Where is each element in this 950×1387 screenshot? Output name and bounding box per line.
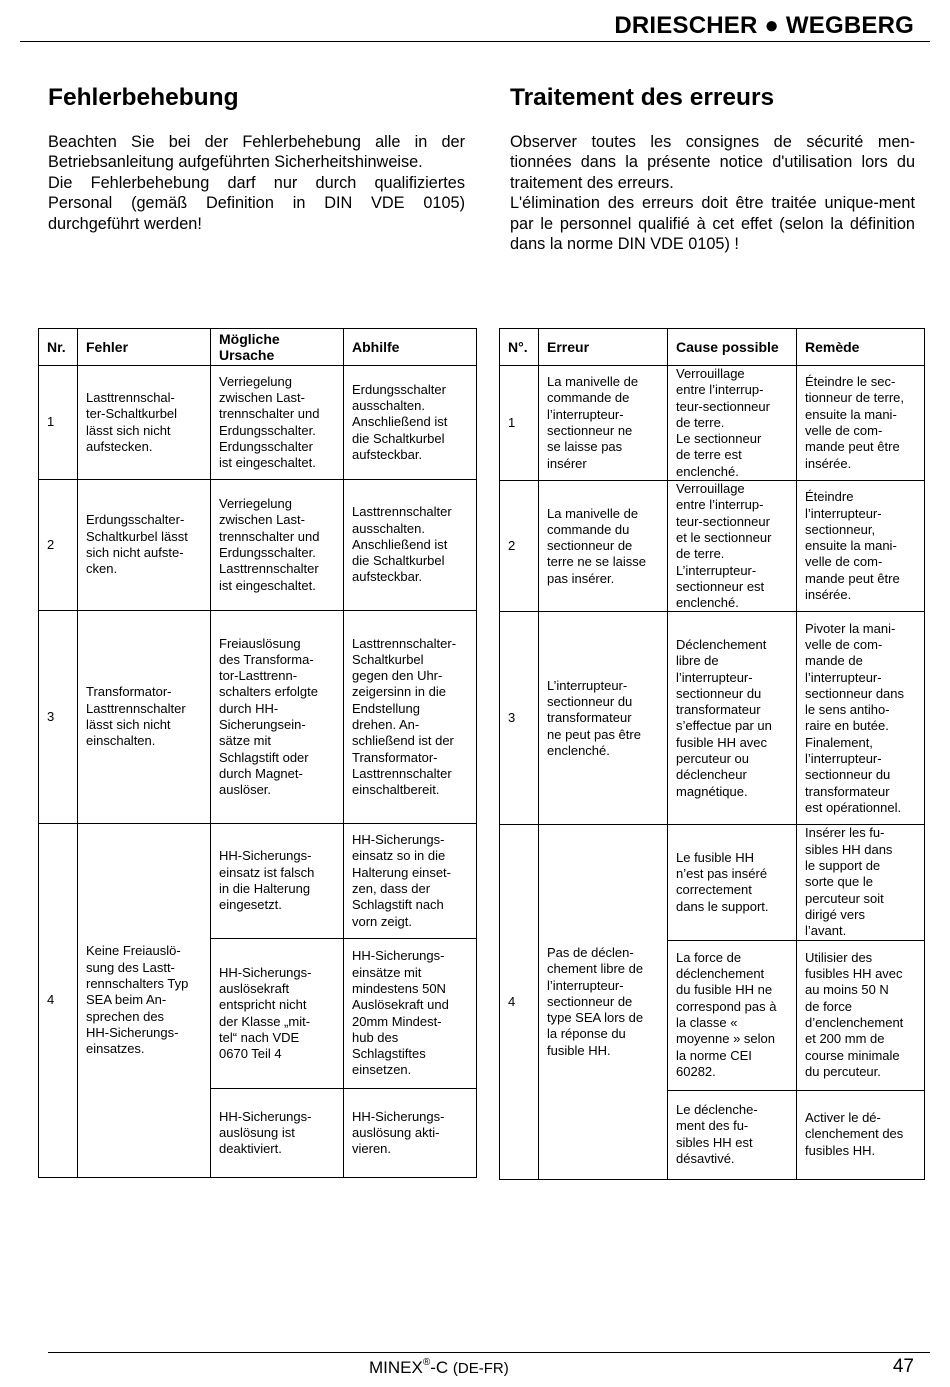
text-line: trennschalter und xyxy=(219,528,320,544)
text-line: La manivelle de xyxy=(547,374,639,390)
text-line: ment des fu- xyxy=(676,1118,749,1134)
text-line: mande de xyxy=(805,653,863,669)
text-line: zeigersinn in die xyxy=(352,684,446,700)
fault-cell xyxy=(539,612,668,825)
text-line: percuteur soit xyxy=(805,890,884,906)
text-line: 2 xyxy=(47,536,55,552)
table-header-row xyxy=(500,329,925,366)
page-number: 47 xyxy=(892,1356,914,1377)
text-line: dirigé vers xyxy=(805,906,865,922)
row-number xyxy=(39,366,78,480)
fault-cell xyxy=(539,481,668,612)
text-line: d’enclenchement xyxy=(805,1015,904,1031)
text-line: transformateur xyxy=(547,710,632,726)
text-line: sätze mit xyxy=(219,733,272,749)
cause-cell xyxy=(211,824,344,939)
text-line: Éteindre le sec- xyxy=(805,374,896,390)
text-line: Utilisier des xyxy=(805,949,873,965)
column-header-cause xyxy=(211,329,344,366)
text-line: Le sectionneur xyxy=(676,431,762,447)
fault-cell xyxy=(539,366,668,481)
remedy-cell xyxy=(344,824,477,939)
text-line: sectionneur, xyxy=(805,521,876,537)
text-line: 0670 Teil 4 xyxy=(219,1046,282,1062)
text-line: insérée. xyxy=(805,587,852,602)
text-line: Le fusible HH xyxy=(676,849,755,865)
text-line: fusible HH avec xyxy=(676,734,768,750)
column-header-nr xyxy=(39,329,78,366)
text-line: Lasttrennschalter xyxy=(219,561,319,577)
cause-cell xyxy=(668,366,797,481)
text-line: enclenché. xyxy=(676,463,739,479)
text-line: l’interrupteur- xyxy=(547,406,624,422)
text-line: Abhilfe xyxy=(352,339,400,355)
text-line: le support de xyxy=(805,858,881,874)
text-line: Lasttrennschalter xyxy=(352,765,452,781)
text-line: transformateur xyxy=(676,702,761,718)
text-line: teur-sectionneur xyxy=(676,513,770,529)
text-line: drehen. An- xyxy=(352,717,420,732)
text-line: vieren. xyxy=(352,1141,392,1157)
text-line: mande peut être xyxy=(805,570,900,586)
table-row xyxy=(500,366,925,481)
text-line: 1 xyxy=(47,414,55,430)
row-number xyxy=(39,611,78,824)
text-line: schalters erfolgte xyxy=(219,684,318,700)
text-line: enclenché. xyxy=(676,595,739,611)
text-line: type SEA lors de xyxy=(547,1010,644,1026)
text-line: einschaltbereit. xyxy=(352,782,440,798)
text-line: sung des Lastt- xyxy=(86,959,175,975)
text-line: terre ne se laisse xyxy=(547,554,646,570)
text-line: Lasttrennschal- xyxy=(86,389,175,405)
table-row xyxy=(500,612,925,825)
remedy-cell xyxy=(344,366,477,480)
text-line: déclenchement xyxy=(676,966,765,982)
text-line: insérée. xyxy=(805,455,852,471)
fault-cell xyxy=(78,480,211,611)
header-rule xyxy=(20,41,930,42)
text-line: insérer xyxy=(547,455,587,471)
text-line: correspond pas à xyxy=(676,998,777,1014)
cause-cell xyxy=(211,939,344,1089)
text-line: durch Magnet- xyxy=(219,765,303,781)
text-line: l’interrupteur- xyxy=(547,977,624,993)
text-line: Verriegelung xyxy=(219,373,292,389)
text-line: entspricht nicht xyxy=(219,997,307,1013)
text-line: Finalement, xyxy=(805,734,873,750)
text-line: du fusible HH ne xyxy=(676,982,773,998)
text-line: Nr. xyxy=(47,339,66,355)
table-row xyxy=(39,480,477,611)
text-line: Sicherungsein- xyxy=(219,717,306,732)
text-line: HH-Sicherungs- xyxy=(219,1108,312,1124)
table-row xyxy=(500,481,925,612)
text-line: velle de com- xyxy=(805,636,883,652)
text-line: 20mm Mindest- xyxy=(352,1013,442,1029)
cause-cell xyxy=(211,480,344,611)
text-line: magnétique. xyxy=(676,783,748,799)
text-line: Le déclenche- xyxy=(676,1101,758,1117)
text-line: lässt sich nicht xyxy=(86,717,171,732)
text-line: libre de xyxy=(676,653,719,669)
text-line: einsatz ist falsch xyxy=(219,864,315,880)
text-line: raire en butée. xyxy=(805,718,889,734)
text-line: sectionneur de xyxy=(547,538,633,554)
text-line: 3 xyxy=(47,708,55,724)
text-line: Insérer les fu- xyxy=(805,825,885,841)
text-line: mindestens 50N xyxy=(352,980,446,996)
text-line: deaktiviert. xyxy=(219,1141,282,1157)
text-line: entre l’interrup- xyxy=(676,497,764,513)
text-line: commande du xyxy=(547,521,630,537)
text-line: ensuite la mani- xyxy=(805,538,897,554)
text-line: fusibles HH. xyxy=(805,1142,876,1158)
text-line: aufstecken. xyxy=(86,438,153,454)
text-line: velle de com- xyxy=(805,554,883,570)
text-line: de terre. xyxy=(676,546,725,562)
text-line: Déclenchement xyxy=(676,636,767,652)
text-line: HH-Sicherungs- xyxy=(86,1024,179,1040)
row-number xyxy=(500,825,539,1179)
remedy-cell xyxy=(797,612,925,825)
text-line: schließend ist der xyxy=(352,733,454,749)
text-line: le sens antiho- xyxy=(805,702,890,718)
text-line: auslösekraft xyxy=(219,980,290,996)
remedy-cell xyxy=(797,1090,925,1179)
footer-document-name xyxy=(369,1358,509,1378)
page-title-fr: Traitement des erreurs xyxy=(510,84,775,111)
fault-cell xyxy=(78,824,211,1178)
text-line: der Klasse „mit- xyxy=(219,1013,311,1029)
text-line: einsätze mit xyxy=(352,964,422,980)
text-line: cken. xyxy=(86,561,118,577)
column-header-remedy xyxy=(344,329,477,366)
text-line: HH-Sicherungs- xyxy=(352,832,445,848)
text-line: Freiauslösung xyxy=(219,635,301,651)
text-line: sectionneur du xyxy=(805,767,891,783)
row-number xyxy=(500,366,539,481)
table-row xyxy=(39,824,477,939)
row-number xyxy=(500,481,539,612)
text-line: Anschließend ist xyxy=(352,536,448,552)
text-line: du percuteur. xyxy=(805,1063,881,1079)
text-line: La manivelle de xyxy=(547,505,639,521)
text-line: correctement xyxy=(676,882,752,898)
text-line: sich nicht aufste- xyxy=(86,545,184,560)
text-line: l’interrupteur- xyxy=(676,669,753,685)
remedy-cell xyxy=(344,611,477,824)
text-line: déclencheur xyxy=(676,767,747,783)
row-number xyxy=(39,824,78,1178)
text-line: sectionneur du xyxy=(676,685,762,701)
text-line: La force de xyxy=(676,949,742,965)
text-line: sectionneur est xyxy=(676,578,765,594)
table-row xyxy=(500,825,925,940)
text-line: ausschalten. xyxy=(352,398,425,414)
text-line: des Transforma- xyxy=(219,651,314,667)
text-line: Cause possible xyxy=(676,339,779,355)
text-line: vorn zeigt. xyxy=(352,913,412,929)
cause-cell xyxy=(668,612,797,825)
text-line: aufsteckbar. xyxy=(352,446,423,462)
fault-cell xyxy=(539,825,668,1179)
cause-cell xyxy=(668,481,797,612)
text-line: fusibles HH avec xyxy=(805,966,903,982)
table-row xyxy=(39,366,477,480)
remedy-cell xyxy=(344,939,477,1089)
text-line: 1 xyxy=(508,414,516,430)
text-line: percuteur ou xyxy=(676,751,749,767)
intro-paragraph: Die Fehlerbehebung darf nur durch qualifiziertes Personal (gemäß Definition in DIN VDE 0105) durchgeführt werden! xyxy=(48,173,465,233)
text-line: sorte que le xyxy=(805,874,873,890)
row-number xyxy=(500,612,539,825)
text-line: HH-Sicherungs- xyxy=(219,964,312,980)
cause-cell xyxy=(211,1089,344,1178)
text-line: Éteindre xyxy=(805,489,854,505)
text-line: est opérationnel. xyxy=(805,799,902,815)
remedy-cell xyxy=(344,1089,477,1178)
text-line: einsatzes. xyxy=(86,1041,145,1057)
text-line: clenchement des xyxy=(805,1126,904,1142)
text-line: la classe « xyxy=(676,1015,738,1031)
text-line: hub des xyxy=(352,1029,399,1045)
text-line: tionneur de terre, xyxy=(805,390,905,406)
text-line: s’effectue par un xyxy=(676,718,772,734)
text-line: Halterung einset- xyxy=(352,864,451,880)
text-line: ne peut pas être xyxy=(547,726,641,742)
text-line: sectionneur de xyxy=(547,993,633,1009)
text-line: la réponse du xyxy=(547,1026,626,1042)
text-line: ist eingeschaltet. xyxy=(219,455,316,471)
column-header-nr xyxy=(500,329,539,366)
text-line: L’interrupteur- xyxy=(676,562,757,578)
remedy-cell xyxy=(344,480,477,611)
text-line: L’interrupteur- xyxy=(547,677,628,693)
row-number xyxy=(39,480,78,611)
text-line: Verriegelung xyxy=(219,496,292,512)
cause-cell xyxy=(211,611,344,824)
text-line: et 200 mm de xyxy=(805,1031,885,1047)
text-line: einsatz so in die xyxy=(352,848,446,864)
intro-paragraph: Observer toutes les consignes de sécurité men-tionnées dans la présente notice d'utilisation lors du traitement des erreurs. xyxy=(510,133,915,192)
text-line: de terre est xyxy=(676,447,742,463)
text-line: 4 xyxy=(508,993,516,1009)
text-line: chement libre de xyxy=(547,961,644,977)
text-line: au moins 50 N xyxy=(805,982,889,998)
text-line: Schaltkurbel xyxy=(352,651,424,667)
text-line: commande de xyxy=(547,390,630,406)
text-line: dans le support. xyxy=(676,898,769,914)
text-line: sibles HH est xyxy=(676,1134,753,1150)
text-line: ter-Schaltkurbel xyxy=(86,406,178,422)
text-line: Schlagstiftes xyxy=(352,1046,426,1062)
text-line: trennschalter und xyxy=(219,406,320,422)
text-line: Erdungsschalter. xyxy=(219,422,316,438)
text-line: auslösung ist xyxy=(219,1124,295,1140)
brand-header: DRIESCHER ● WEGBERG xyxy=(614,12,914,39)
text-line: course minimale xyxy=(805,1047,900,1063)
text-line: 60282. xyxy=(676,1063,716,1079)
text-line: se laisse pas xyxy=(547,439,623,455)
text-line: zwischen Last- xyxy=(219,389,305,405)
text-line: mande peut être xyxy=(805,439,900,455)
text-line: moyenne » selon xyxy=(676,1031,776,1047)
intro-paragraph: Beachten Sie bei der Fehlerbehebung alle in der Betriebsanleitung aufgeführten Sicherheitshinweise. xyxy=(48,133,465,172)
text-line: Erdungsschalter xyxy=(219,438,313,454)
text-line: Erdungsschalter- xyxy=(86,512,185,528)
remedy-cell xyxy=(797,366,925,481)
text-line: Ursache xyxy=(219,347,275,363)
fault-cell xyxy=(78,611,211,824)
text-line: Verrouillage xyxy=(676,481,745,497)
text-line: pas insérer. xyxy=(547,570,615,586)
text-line: 3 xyxy=(508,710,516,726)
text-line: Verrouillage xyxy=(676,366,745,381)
table-row xyxy=(39,611,477,824)
text-line: Keine Freiauslö- xyxy=(86,943,181,959)
column-header-remedy xyxy=(797,329,925,366)
page-title-de: Fehlerbehebung xyxy=(48,84,239,111)
text-line: Schaltkurbel lässt xyxy=(86,528,188,544)
text-line: de terre. xyxy=(676,414,725,430)
remedy-cell xyxy=(797,481,925,612)
text-line: Activer le dé- xyxy=(805,1110,881,1126)
text-line: auslöser. xyxy=(219,782,272,798)
text-line: Remède xyxy=(805,339,860,355)
text-line: Lasttrennschalter xyxy=(86,700,186,716)
text-line: ensuite la mani- xyxy=(805,406,897,422)
text-line: enclenché. xyxy=(547,742,610,758)
column-header-cause xyxy=(668,329,797,366)
text-line: Pas de déclen- xyxy=(547,944,634,960)
text-line: fusible HH. xyxy=(547,1042,611,1058)
text-line: Pivoter la mani- xyxy=(805,620,896,636)
text-line: HH-Sicherungs- xyxy=(352,1108,445,1124)
text-line: die Schaltkurbel xyxy=(352,553,445,569)
text-line: gegen den Uhr- xyxy=(352,668,443,684)
doc-suffix: -C xyxy=(430,1358,449,1377)
text-line: Schlagstift nach xyxy=(352,897,444,913)
text-line: HH-Sicherungs- xyxy=(352,948,445,964)
text-line: l’interrupteur- xyxy=(805,751,882,767)
text-line: in die Halterung xyxy=(219,881,311,896)
text-line: sectionneur du xyxy=(547,694,633,709)
text-line: Transformator- xyxy=(352,749,438,765)
text-line: sectionneur ne xyxy=(547,423,633,439)
fault-cell xyxy=(78,366,211,480)
text-line: tel“ nach VDE xyxy=(219,1029,300,1045)
footer-rule xyxy=(48,1352,930,1353)
text-line: einsetzen. xyxy=(352,1062,412,1078)
text-line: désavtivé. xyxy=(676,1150,735,1166)
intro-paragraph: L'élimination des erreurs doit être traitée unique-ment par le personnel qualifié à cet effet (selon la définition dans la norme DIN VDE 0105) ! xyxy=(510,194,915,254)
column-header-fault xyxy=(539,329,668,366)
text-line: tor-Lasttrenn- xyxy=(219,668,298,684)
text-line: die Schaltkurbel xyxy=(352,430,445,446)
remedy-cell xyxy=(797,940,925,1090)
table-header-row xyxy=(39,329,477,366)
text-line: Endstellung xyxy=(352,700,420,716)
intro-fr xyxy=(510,132,915,254)
text-line: durch HH- xyxy=(219,700,279,716)
cause-cell xyxy=(668,1090,797,1179)
remedy-cell xyxy=(797,825,925,940)
text-line: velle de com- xyxy=(805,423,883,439)
text-line: aufsteckbar. xyxy=(352,569,423,585)
text-line: Lasttrennschalter- xyxy=(352,635,457,651)
text-line: l’interrupteur- xyxy=(805,505,882,521)
text-line: de force xyxy=(805,998,852,1014)
text-line: einschalten. xyxy=(86,733,156,749)
text-line: Lasttrennschalter xyxy=(352,504,452,520)
text-line: Schlagstift oder xyxy=(219,749,309,765)
doc-name: MINEX xyxy=(369,1358,423,1377)
text-line: 2 xyxy=(508,538,516,554)
text-line: l’interrupteur- xyxy=(805,669,882,685)
text-line: et le sectionneur xyxy=(676,529,772,545)
text-line: eingesetzt. xyxy=(219,897,282,913)
text-line: HH-Sicherungs- xyxy=(219,848,312,864)
text-line: sprechen des xyxy=(86,1008,165,1024)
text-line: Anschließend ist xyxy=(352,414,448,430)
text-line: ausschalten. xyxy=(352,520,425,536)
text-line: teur-sectionneur xyxy=(676,398,770,414)
text-line: rennschalters Typ xyxy=(86,976,189,992)
text-line: Mögliche xyxy=(219,331,280,347)
text-line: entre l’interrup- xyxy=(676,382,764,398)
text-line: Fehler xyxy=(86,339,129,355)
cause-cell xyxy=(668,940,797,1090)
text-line: SEA beim An- xyxy=(86,992,167,1008)
text-line: l’avant. xyxy=(805,923,847,939)
text-line: Erreur xyxy=(547,339,590,355)
intro-de xyxy=(48,132,465,234)
text-line: la norme CEI xyxy=(676,1047,752,1063)
text-line: Erdungsschalter. xyxy=(219,545,316,560)
text-line: zen, dass der xyxy=(352,881,431,896)
cause-cell xyxy=(211,366,344,480)
text-line: Erdungsschalter xyxy=(352,381,446,397)
text-line: zwischen Last- xyxy=(219,512,305,528)
text-line: 4 xyxy=(47,992,55,1008)
registered-mark: ® xyxy=(422,1357,431,1368)
text-line: Auslösekraft und xyxy=(352,997,449,1013)
troubleshooting-table-de xyxy=(38,328,477,1178)
cause-cell xyxy=(668,825,797,940)
text-line: transformateur xyxy=(805,783,890,799)
text-line: sectionneur dans xyxy=(805,685,905,701)
text-line: lässt sich nicht xyxy=(86,422,171,438)
text-line: N°. xyxy=(508,339,528,355)
text-line: Transformator- xyxy=(86,684,172,700)
text-line: n’est pas inséré xyxy=(676,866,768,882)
doc-language: (DE-FR) xyxy=(452,1360,509,1377)
troubleshooting-table-fr xyxy=(499,328,925,1180)
text-line: ist eingeschaltet. xyxy=(219,577,316,593)
text-line: auslösung akti- xyxy=(352,1124,440,1140)
text-line: sibles HH dans xyxy=(805,841,893,857)
column-header-fault xyxy=(78,329,211,366)
